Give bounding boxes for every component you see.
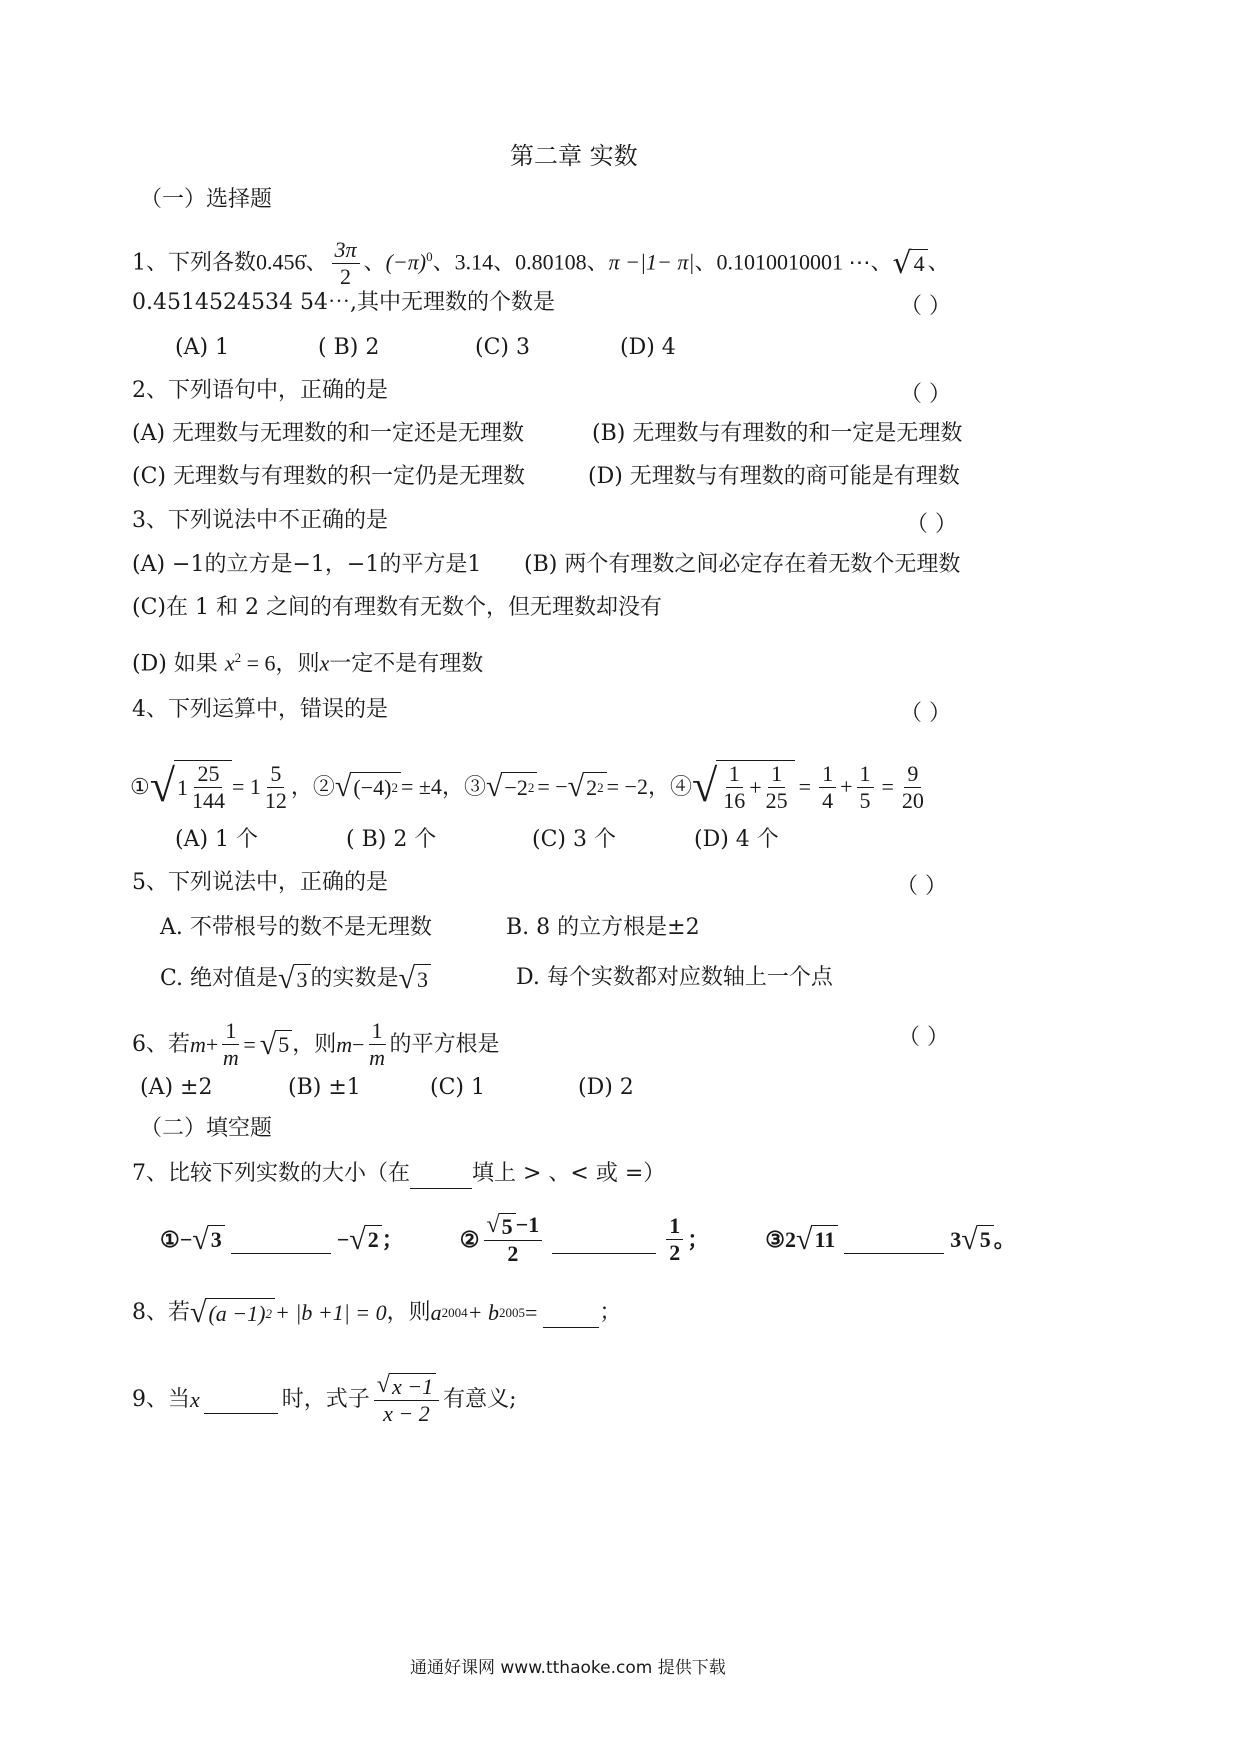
q1-option-a[interactable]: (A) 1 <box>175 335 230 360</box>
separator: 、 <box>586 250 609 276</box>
number-3-14: 3.14 <box>454 249 494 275</box>
plus-b: + b <box>467 1300 499 1325</box>
question-5-stem: 5、下列说法中，正确的是 <box>132 870 388 895</box>
answer-paren-2[interactable]: （ ） <box>900 382 951 407</box>
equals-1: = 1 <box>231 774 261 799</box>
fraction-1-2 <box>666 1213 683 1266</box>
q1-option-b[interactable]: ( B) 2 <box>318 335 380 360</box>
radicand: 11 <box>811 1225 838 1255</box>
expr-1-result <box>265 761 287 814</box>
fraction-numerator: 3π <box>332 237 360 264</box>
answer-paren-3[interactable]: （ ） <box>906 512 957 537</box>
denominator: 25 <box>765 788 788 813</box>
fraction-3pi-over-2 <box>332 237 360 290</box>
var-x: x <box>319 650 330 676</box>
denominator: 16 <box>723 788 746 813</box>
denominator: m <box>369 1045 385 1070</box>
minus: − <box>336 1226 350 1252</box>
q1-option-c[interactable]: (C) 3 <box>475 335 530 360</box>
whole-part: 1 <box>176 774 188 800</box>
numerator: 1 <box>369 1018 386 1045</box>
radicand: (−4) <box>353 774 392 800</box>
q5-option-d[interactable]: D. 每个实数都对应数轴上一个点 <box>516 965 833 990</box>
numerator: 25 <box>194 761 222 788</box>
blank-line <box>410 1160 472 1189</box>
exponent: 2 <box>265 1305 272 1321</box>
connector: ，则 <box>386 1300 431 1325</box>
answer-paren-6[interactable]: （ ） <box>898 1025 949 1050</box>
separator: 、 <box>305 250 328 276</box>
fraction-denominator: 2 <box>340 264 352 289</box>
fraction-sqrt5-minus-1-over-2: √ 5 −1 2 <box>484 1212 543 1267</box>
plus: + <box>840 774 853 799</box>
denominator: 144 <box>191 788 225 813</box>
var-m: m <box>336 1031 353 1057</box>
q4-option-c[interactable]: (C) 3 个 <box>532 827 616 852</box>
radicand: 4 <box>911 249 928 279</box>
denominator: 2 <box>507 1241 519 1267</box>
q2-option-c[interactable]: (C) 无理数与有理数的积一定仍是无理数 <box>132 464 525 489</box>
expr-2-result: = ±4 <box>400 774 442 799</box>
neg-pi-power: (−π) <box>385 249 427 275</box>
q6-option-c[interactable]: (C) 1 <box>430 1075 485 1100</box>
sqrt-3: √ 3 <box>192 1225 224 1255</box>
number-0-80108: 0.80108 <box>515 249 587 275</box>
circled-1: ① <box>130 774 150 799</box>
circled-4: ，④ <box>647 774 692 799</box>
equals-6: = 6 <box>241 650 276 676</box>
expr-2-sqrt: √ (−4) 2 <box>335 772 401 802</box>
q2-option-d[interactable]: (D) 无理数与有理数的商可能是有理数 <box>588 464 960 489</box>
question-7-stem <box>132 1160 665 1189</box>
q1-option-d[interactable]: (D) 4 <box>620 335 676 360</box>
question-1-prefix: 1、下列各数 <box>132 250 256 276</box>
radicand: 5 <box>499 1213 516 1240</box>
radicand: (a −1) <box>208 1300 266 1326</box>
answer-blank-2[interactable] <box>552 1225 656 1254</box>
connector: 时，式子 <box>281 1386 370 1412</box>
q3-option-a[interactable]: (A) −1的立方是−1，−1的平方是1 <box>132 552 482 577</box>
page-title: 第二章 实数 <box>510 142 638 170</box>
q3-option-c[interactable]: (C)在 1 和 2 之间的有理数有无数个，但无理数却没有 <box>132 595 662 620</box>
minus: − <box>352 1031 365 1057</box>
connector: ，则 <box>292 1031 337 1057</box>
pi-minus-abs: π −|1− π| <box>608 249 695 275</box>
equals-minus: = − <box>537 774 568 799</box>
question-7-suffix: 填上 > 、< 或 =） <box>472 1161 666 1186</box>
separator: 、 <box>870 250 893 276</box>
question-8 <box>132 1298 621 1328</box>
answer-blank-9[interactable] <box>204 1385 278 1414</box>
radicand: −2 <box>504 774 528 800</box>
question-6-suffix: 的平方根是 <box>389 1031 500 1057</box>
sqrt-3: √ 3 <box>399 964 431 994</box>
answer-paren-4[interactable]: （ ） <box>900 701 951 726</box>
option-d-prefix: (D) 如果 <box>132 651 218 677</box>
radicand: 3 <box>414 964 431 994</box>
q2-option-b[interactable]: (B) 无理数与有理数的和一定是无理数 <box>592 421 963 446</box>
radicand: 2 <box>586 774 598 800</box>
var-x: x <box>224 650 235 676</box>
exponent: 2 <box>527 779 535 795</box>
separator: 、 <box>694 250 717 276</box>
fraction-sqrt-x-minus-1-over-x-minus-2: √ x −1 x − 2 <box>374 1372 439 1427</box>
numerator: 1 <box>666 1213 683 1240</box>
expr-3-sqrt: √ −2 2 <box>486 772 537 802</box>
numerator: 5 <box>267 761 284 788</box>
question-4-expressions <box>130 760 928 814</box>
exponent: 2 <box>597 779 604 795</box>
radicand: 5 <box>977 1225 994 1255</box>
exponent: 2 <box>391 779 398 795</box>
exponent-2005: 2005 <box>498 1305 525 1320</box>
equals: = <box>798 774 812 799</box>
q5-option-c[interactable] <box>160 964 431 994</box>
equals: = <box>243 1031 256 1057</box>
q2-option-a[interactable]: (A) 无理数与无理数的和一定还是无理数 <box>132 421 525 446</box>
expr-1-sqrt: √ 1 $\frac{25}{144}$ <box>150 760 232 814</box>
question-7-prefix: 7、比较下列实数的大小（在 <box>132 1161 410 1186</box>
expr-4-sqrt: √ $\frac{1}{16}$ + $\frac{1}{25}$ <box>692 760 795 814</box>
option-c-middle: 的实数是 <box>310 966 399 991</box>
circled-2: ，② <box>290 774 335 799</box>
denominator: m <box>222 1045 239 1070</box>
sqrt-11: √ 11 <box>796 1225 838 1255</box>
question-6-stem <box>132 1018 500 1071</box>
circled-3: ，③ <box>441 774 486 799</box>
radicand: 3 <box>208 1225 225 1255</box>
q6-option-a[interactable]: (A) ±2 <box>140 1075 213 1100</box>
question-8-prefix: 8、若 <box>132 1300 190 1325</box>
denominator: x − 2 <box>383 1401 430 1427</box>
separator: 、 <box>432 250 455 276</box>
fraction-1-4 <box>819 761 836 814</box>
fraction-1-5 <box>857 761 874 814</box>
q3-option-d[interactable] <box>132 644 483 678</box>
sqrt-5: √ 5 <box>260 1030 292 1060</box>
numerator: 1 <box>222 1018 239 1045</box>
fraction-9-20 <box>902 761 924 814</box>
sqrt-a-minus-1-squared: √ (a −1) 2 <box>190 1298 275 1328</box>
item-3-label: ③2 <box>765 1226 796 1252</box>
question-3-stem: 3、下列说法中不正确的是 <box>132 508 388 533</box>
fraction-1-over-m <box>369 1018 386 1071</box>
exponent-2004: 2004 <box>441 1305 468 1320</box>
q6-option-d[interactable]: (D) 2 <box>578 1075 634 1100</box>
plus: + <box>205 1031 219 1057</box>
exponent: 0 <box>426 249 433 265</box>
plus: + <box>749 774 762 800</box>
answer-blank-1[interactable] <box>231 1225 331 1254</box>
q4-option-a[interactable]: (A) 1 个 <box>175 827 259 852</box>
question-1-line-1 <box>132 237 950 290</box>
item-2-label: ② <box>459 1226 480 1252</box>
numerator: 1 <box>819 761 836 788</box>
minus-1: −1 <box>515 1212 540 1237</box>
separator: 、 <box>363 250 386 276</box>
equals: = <box>524 1300 538 1325</box>
q6-option-b[interactable]: (B) ±1 <box>288 1075 361 1100</box>
question-2-stem: 2、下列语句中，正确的是 <box>132 378 388 403</box>
semicolon: ； <box>381 1226 404 1252</box>
radicand: 2 <box>365 1225 382 1255</box>
answer-paren-5[interactable]: （ ） <box>896 874 947 899</box>
sqrt-3: √ 3 <box>278 964 310 994</box>
section-choice-heading: （一）选择题 <box>140 187 273 212</box>
numerator: 9 <box>904 761 921 788</box>
q5-option-b[interactable]: B. 8 的立方根是±2 <box>506 915 700 940</box>
question-9-prefix: 9、当 <box>132 1386 190 1412</box>
numerator: 1 <box>857 761 874 788</box>
separator: 、 <box>927 250 950 276</box>
sqrt-5: √ 5 <box>961 1225 993 1255</box>
denominator: 20 <box>901 787 924 813</box>
fraction-1-over-m <box>222 1018 239 1071</box>
answer-blank-3[interactable] <box>844 1225 944 1254</box>
item-1-label: ①− <box>160 1226 193 1252</box>
radicand: 5 <box>275 1030 292 1060</box>
q4-option-b[interactable]: ( B) 2 个 <box>346 827 437 852</box>
question-9 <box>132 1372 517 1427</box>
q4-option-d[interactable]: (D) 4 个 <box>694 827 779 852</box>
equals: = <box>881 774 894 799</box>
answer-blank-8[interactable] <box>543 1299 599 1328</box>
radicand: 3 <box>294 964 311 994</box>
number-0-1010010001: 0.1010010001 ⋯ <box>716 249 871 275</box>
option-d-suffix: 一定不是有理数 <box>329 651 484 677</box>
question-7-items <box>160 1212 1016 1267</box>
answer-paren-1[interactable]: （ ） <box>900 294 951 319</box>
numerator: 1 <box>768 761 785 788</box>
denominator: 5 <box>859 787 871 813</box>
question-6-prefix: 6、若 <box>132 1031 190 1057</box>
abs-b-plus-1-equals-0: + |b +1| = 0 <box>274 1300 387 1325</box>
expr-3-sqrt-2: √ 2 2 <box>568 772 607 802</box>
separator: 、 <box>493 250 516 276</box>
sqrt-4: √ 4 <box>893 249 928 279</box>
var-x: x <box>190 1386 200 1412</box>
connector: ，则 <box>275 651 320 677</box>
period: 。 <box>993 1226 1016 1252</box>
number-0-456: 0.456̇ <box>256 249 306 275</box>
question-9-suffix: 有意义; <box>443 1386 517 1412</box>
expr-3-result: = −2 <box>606 774 648 799</box>
q3-option-b[interactable]: (B) 两个有理数之间必定存在着无数个无理数 <box>524 552 961 577</box>
semicolon: ； <box>599 1300 622 1325</box>
footer-source: 通通好课网 www.tthaoke.com 提供下载 <box>410 1658 726 1678</box>
coefficient-3: 3 <box>950 1226 962 1252</box>
sqrt-2: √ 2 <box>349 1225 381 1255</box>
question-1-line-2: 0.4514524534 54⋯,其中无理数的个数是 <box>132 290 555 315</box>
section-fill-heading: （二）填空题 <box>140 1116 273 1141</box>
question-4-stem: 4、下列运算中，错误的是 <box>132 697 388 722</box>
exponent: 2 <box>234 650 242 665</box>
denominator: 4 <box>822 787 834 813</box>
var-a: a <box>430 1300 442 1325</box>
option-c-prefix: C. 绝对值是 <box>160 966 279 991</box>
q5-option-a[interactable]: A. 不带根号的数不是无理数 <box>160 915 432 940</box>
denominator: 2 <box>669 1240 681 1266</box>
denominator: 12 <box>264 787 287 813</box>
var-m: m <box>190 1031 206 1057</box>
radicand: x −1 <box>389 1373 436 1400</box>
numerator: 1 <box>726 761 743 788</box>
semicolon: ； <box>687 1226 710 1252</box>
